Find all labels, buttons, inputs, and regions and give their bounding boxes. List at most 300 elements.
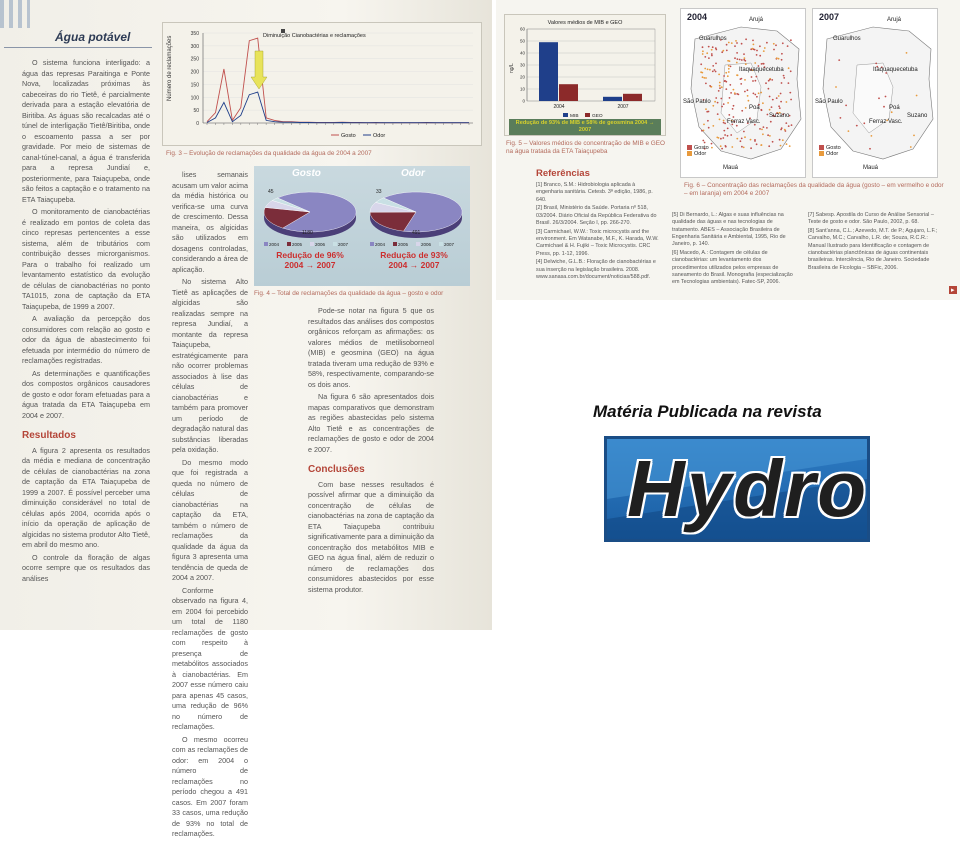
complaint-dot xyxy=(733,116,735,118)
legend-odor: Odor xyxy=(373,133,386,139)
pie-gosto-big-label: 1180 xyxy=(302,230,313,236)
complaint-dot xyxy=(730,66,732,68)
complaint-dot xyxy=(741,78,743,80)
complaint-dot xyxy=(720,145,722,147)
pie-gosto-title: Gosto xyxy=(292,168,321,179)
paragraph: No sistema Alto Tietê as aplicações de algicidas são realizadas sempre na represa Jundiaí, a montante da represa Taiaçupeba, estratégicamente para não ocorrer problemas associados à lise das células de cianobactérias e também para promover um período de degradação natural das substâncias liberadas pela oxidação. xyxy=(172,277,248,454)
legend-gosto: Gosto xyxy=(826,145,841,151)
complaint-dot xyxy=(712,46,714,48)
fig3-chart xyxy=(162,22,482,146)
complaint-dot xyxy=(771,106,773,108)
complaint-dot xyxy=(728,65,730,67)
city-label: Guarulhos xyxy=(833,36,861,42)
complaint-dot xyxy=(769,135,771,137)
legend-swatch xyxy=(819,151,824,156)
reference-item: [3] Carmichael, W.W.: Toxic microcystis and the environment. Em Watanabe, M.F., K. Harada, W.W. Carmichael & H. Fujiki – Toxic Microcystis. CRC Press, pp. 1-12, 1996. xyxy=(536,228,659,257)
complaint-dot xyxy=(848,130,850,132)
complaint-dot xyxy=(703,124,705,126)
complaint-dot xyxy=(743,131,745,133)
complaint-dot xyxy=(736,62,738,64)
complaint-dot xyxy=(753,44,755,46)
complaint-dot xyxy=(705,108,707,110)
complaint-dot xyxy=(783,75,785,77)
complaint-dot xyxy=(782,42,784,44)
complaint-dot xyxy=(720,138,722,140)
fig3-annotation: Diminuição Cianobactérias e reclamações xyxy=(263,33,366,39)
city-label: Ferraz Vasc. xyxy=(869,119,903,125)
y-tick-label: 40 xyxy=(519,50,525,56)
complaint-dot xyxy=(702,76,704,78)
legend-geo-swatch xyxy=(585,113,590,117)
complaint-dot xyxy=(709,69,711,71)
complaint-dot xyxy=(883,106,885,108)
y-tick-label: 250 xyxy=(190,56,199,63)
complaint-dot xyxy=(737,58,739,60)
complaint-dot xyxy=(791,124,793,126)
complaint-dot xyxy=(739,59,741,61)
complaint-dot xyxy=(711,147,713,149)
complaint-dot xyxy=(745,107,747,109)
section-rule xyxy=(4,47,152,48)
complaint-dot xyxy=(727,102,729,104)
complaint-dot xyxy=(869,148,871,150)
complaint-dot xyxy=(723,130,725,132)
complaint-dot xyxy=(707,120,709,122)
complaint-dot xyxy=(723,122,725,124)
fig5-chart xyxy=(504,14,666,136)
city-label: Arujá xyxy=(887,17,902,23)
complaint-dot xyxy=(763,50,765,52)
complaint-dot xyxy=(709,85,711,87)
complaint-dot xyxy=(773,43,775,45)
y-tick-label: 300 xyxy=(190,43,199,50)
complaint-dot xyxy=(712,71,714,73)
complaint-dot xyxy=(721,51,723,53)
complaint-dot xyxy=(863,122,865,124)
reference-item: [8] Sant'anna, C.L.; Azevedo, M.T. de P.; Agujaro, L.F.; Carvalho, M.C.; Carvalho, L.R. de; Souza, R.C.R.: Manual Ilustrado para Identificação e contagem de cianobactérias planctônicas de águas continentais brasileiras. Interciência, Rio de Janeiro. Sociedade Brasileira de Ficologia – SBFic, 2006. xyxy=(808,228,938,271)
complaint-dot xyxy=(730,134,732,136)
complaint-dot xyxy=(745,38,747,40)
complaint-dot xyxy=(741,146,743,148)
complaint-dot xyxy=(712,105,714,107)
complaint-dot xyxy=(722,50,724,52)
complaint-dot xyxy=(706,111,708,113)
complaint-dot xyxy=(734,45,736,47)
complaint-dot xyxy=(724,134,726,136)
complaint-dot xyxy=(741,138,743,140)
y-tick-label: 10 xyxy=(519,86,525,92)
map-year-2007: 2007 xyxy=(819,12,840,22)
complaint-dot xyxy=(704,68,706,70)
complaint-dot xyxy=(780,145,782,147)
complaint-dot xyxy=(835,86,837,88)
complaint-dot xyxy=(716,137,718,139)
city-label: Arujá xyxy=(749,17,764,23)
bar-geo-2004 xyxy=(559,84,578,101)
complaint-dot xyxy=(725,146,727,148)
complaint-dot xyxy=(840,117,842,119)
complaint-dot xyxy=(759,128,761,130)
paragraph: Do mesmo modo que foi registrada a queda no número de células de cianobactérias na captação da ETA, também o número de reclamações da qualidade da água da figura 3 apresenta uma tendência de queda de 2004 a 2007. xyxy=(172,457,248,582)
complaint-dot xyxy=(790,70,792,72)
complaint-dot xyxy=(727,75,729,77)
pie-legend-swatch xyxy=(416,242,420,246)
pie-legend-swatch xyxy=(287,242,291,246)
y-tick-label: 20 xyxy=(519,74,525,80)
complaint-dot xyxy=(708,57,710,59)
complaint-dot xyxy=(762,133,764,135)
complaint-dot xyxy=(752,80,754,82)
legend-mib: MIB xyxy=(570,114,579,119)
complaint-dot xyxy=(754,94,756,96)
pie-odor-title: Odor xyxy=(401,168,425,179)
complaint-dot xyxy=(781,82,783,84)
complaint-dot xyxy=(725,88,727,90)
complaint-dot xyxy=(723,103,725,105)
complaint-dot xyxy=(785,122,787,124)
fig6-caption: Fig. 6 – Concentração das reclamações da qualidade da água (gosto – em vermelho e odor – em laranja) em 2004 e 2007 xyxy=(684,182,944,197)
complaint-dot xyxy=(758,92,760,94)
complaint-dot xyxy=(772,99,774,101)
pie-legend-label: 2005 xyxy=(292,242,303,247)
complaint-dot xyxy=(891,111,893,113)
complaint-dot xyxy=(736,52,738,54)
map-legend xyxy=(819,145,841,157)
x-tick-label: 2004 xyxy=(553,104,565,110)
reference-item: [6] Macedo, A.: Contagem de células de cianobactérias: um levantamento dos procedimentos utilizados pelos empresas de saneamento do Brasil. Monografia (especialização em Tecnologias ambientais). Fatec-SP, 2006. xyxy=(672,249,793,286)
bar-mib-2007 xyxy=(603,97,622,101)
complaint-dot xyxy=(715,49,717,51)
complaint-dot xyxy=(726,50,728,52)
complaint-dot xyxy=(760,92,762,94)
city-label: Itaquaquecetuba xyxy=(739,67,784,73)
page-number-marker: ▸ xyxy=(951,287,955,294)
complaint-dot xyxy=(729,60,731,62)
complaint-dot xyxy=(775,44,777,46)
paragraph: O mesmo ocorreu com as reclamações de odor: em 2004 o número de reclamações no período chegou a 491 casos. Em 2007 foram 33 casos, uma redução de 93% no total de reclamações. xyxy=(172,734,248,838)
complaint-dot xyxy=(711,143,713,145)
complaint-dot xyxy=(733,89,735,91)
complaint-dot xyxy=(761,129,763,131)
complaint-dot xyxy=(702,53,704,55)
complaint-dot xyxy=(790,39,792,41)
complaint-dot xyxy=(736,93,738,95)
complaint-dot xyxy=(732,108,734,110)
results-heading: Resultados xyxy=(22,430,76,441)
complaint-dot xyxy=(788,67,790,69)
y-tick-label: 350 xyxy=(190,31,199,37)
complaint-dot xyxy=(715,63,717,65)
legend-swatch xyxy=(687,145,692,150)
complaint-dot xyxy=(754,139,756,141)
bar-mib-2004 xyxy=(539,42,558,101)
complaint-dot xyxy=(761,63,763,65)
city-label: Mauá xyxy=(723,165,739,171)
complaint-dot xyxy=(916,95,918,97)
complaint-dot xyxy=(741,110,743,112)
complaint-dot xyxy=(783,77,785,79)
legend-gosto: Gosto xyxy=(694,145,709,151)
complaint-dot xyxy=(756,50,758,52)
complaint-dot xyxy=(759,45,761,47)
complaint-dot xyxy=(759,55,761,57)
legend-swatch xyxy=(687,151,692,156)
paragraph: O controle da floração de algas ocorre sempre que os resultados das análises xyxy=(22,552,150,583)
complaint-dot xyxy=(744,57,746,59)
fig5-svg xyxy=(505,15,665,135)
complaint-dot xyxy=(730,92,732,94)
gosto-reduction-label: Redução de 96% 2004 → 2007 xyxy=(276,250,344,270)
complaint-dot xyxy=(715,97,717,99)
paragraph: Pode-se notar na figura 5 que os resultados das análises dos compostos orgânicos reforçam as afirmações: os valores médios de metilisoborneol (MIB) e geosmina (GEO) na água tratada tiveram uma redução de 93% e 58%, respectivamente, comparando-se os dois anos. xyxy=(308,306,434,389)
complaint-dot xyxy=(734,92,736,94)
map-legend xyxy=(687,145,709,157)
paragraph: A avaliação da percepção dos consumidores com relação ao gosto e odor da água de abastecimento foi efetuada por intermédio do número de reclamações registradas. xyxy=(22,314,150,365)
complaint-dot xyxy=(755,80,757,82)
series-line-odor xyxy=(207,92,469,123)
complaint-dot xyxy=(702,140,704,142)
complaint-dot xyxy=(708,46,710,48)
complaint-dot xyxy=(711,53,713,55)
complaint-dot xyxy=(723,75,725,77)
complaint-dot xyxy=(763,126,765,128)
complaint-dot xyxy=(856,125,858,127)
complaint-dot xyxy=(727,135,729,137)
complaint-dot xyxy=(717,113,719,115)
complaint-dot xyxy=(740,140,742,142)
complaint-dot xyxy=(731,146,733,148)
complaint-dot xyxy=(718,74,720,76)
publication-note: Matéria Publicada na revista xyxy=(593,402,822,421)
complaint-dot xyxy=(838,59,840,61)
complaint-dot xyxy=(719,85,721,87)
complaint-dot xyxy=(773,49,775,51)
complaint-dot xyxy=(756,143,758,145)
decorative-stripe xyxy=(0,0,30,28)
complaint-dot xyxy=(704,142,706,144)
complaint-dot xyxy=(745,63,747,65)
fig3-caption: Fig. 3 – Evolução de reclamações da qualidade da água de 2004 a 2007 xyxy=(166,150,372,157)
logo-wordmark: Hydro xyxy=(627,444,869,533)
complaint-dot xyxy=(719,82,721,84)
complaint-dot xyxy=(753,93,755,95)
fig5-ylabel: ng/L xyxy=(509,63,515,73)
complaint-dot xyxy=(723,120,725,122)
complaint-dot xyxy=(790,99,792,101)
complaint-dot xyxy=(871,135,873,137)
complaint-dot xyxy=(789,92,791,94)
pie-legend-swatch xyxy=(393,242,397,246)
pie-gosto-small-label: 45 xyxy=(268,189,274,195)
complaint-dot xyxy=(708,127,710,129)
complaint-dot xyxy=(766,127,768,129)
pie-legend-swatch xyxy=(264,242,268,246)
complaint-dot xyxy=(744,79,746,81)
complaint-dot xyxy=(747,95,749,97)
complaint-dot xyxy=(779,139,781,141)
article-column-1 xyxy=(22,58,150,586)
y-tick-label: 50 xyxy=(193,108,199,115)
complaint-dot xyxy=(729,84,731,86)
complaint-dot xyxy=(760,144,762,146)
complaint-dot xyxy=(712,65,714,67)
complaint-dot xyxy=(727,128,729,130)
complaint-dot xyxy=(722,137,724,139)
legend-geo: GEO xyxy=(592,114,603,119)
complaint-dot xyxy=(721,148,723,150)
complaint-dot xyxy=(788,125,790,127)
complaint-dot xyxy=(756,96,758,98)
complaint-dot xyxy=(703,130,705,132)
pie-legend-label: 2006 xyxy=(315,242,326,247)
complaint-dot xyxy=(721,106,723,108)
complaint-dot xyxy=(743,53,745,55)
legend-swatch xyxy=(819,145,824,150)
fig5-reduction-note: Redução de 93% de MIB e 58% de geosmina 2004 → 2007 xyxy=(509,119,661,135)
reference-item: [7] Sabesp. Apostila do Curso de Análise Sensorial – Teste de gosto e odor. São Paulo, 2002, p. 68. xyxy=(808,212,934,226)
references-column-2 xyxy=(672,212,796,288)
paragraph: Com base nesses resultados é possível afirmar que a diminuição da concentração de células de cianobactérias na zona de captação da ETA Taiaçupeba contribuiu significativamente para a diminuição da concentração dos metabólitos MIB e GEO na água final, além de reduzir o número de reclamações dos consumidores abastecidos por esse sistema produtor. xyxy=(308,479,434,594)
paragraph: Conforme observado na figura 4, em 2004 foi percebido um total de 1180 reclamações de gosto com respeito à presença de metabólitos associados à cianobactérias. Em 2007 esse número caiu para apenas 45 casos, uma redução de 96% no número de reclamações. xyxy=(172,585,248,731)
complaint-dot xyxy=(700,63,702,65)
pie-legend-label: 2004 xyxy=(269,242,280,247)
complaint-dot xyxy=(878,97,880,99)
complaint-dot xyxy=(782,139,784,141)
complaint-dot xyxy=(748,100,750,102)
complaint-dot xyxy=(910,146,912,148)
reference-item: [2] Brasil, Ministério da Saúde. Portaria nº 518, 03/2004. Diário Oficial da República Federativa do Brasil. 26/3/2004. Seção I, pp. 266-270. xyxy=(536,205,657,226)
complaint-dot xyxy=(740,83,742,85)
complaint-dot xyxy=(768,145,770,147)
complaint-dot xyxy=(704,56,706,58)
complaint-dot xyxy=(702,46,704,48)
city-label: Mauá xyxy=(863,165,879,171)
complaint-dot xyxy=(700,71,702,73)
pie-odor-small-label: 33 xyxy=(376,189,382,195)
complaint-dot xyxy=(780,93,782,95)
complaint-dot xyxy=(788,82,790,84)
complaint-dot xyxy=(736,42,738,44)
complaint-dot xyxy=(719,87,721,89)
complaint-dot xyxy=(701,130,703,132)
fig3-svg xyxy=(163,23,481,145)
complaint-dot xyxy=(770,121,772,123)
complaint-dot xyxy=(703,77,705,79)
complaint-dot xyxy=(743,147,745,149)
y-tick-label: 0 xyxy=(196,121,199,127)
complaint-dot xyxy=(712,125,714,127)
paragraph: A figura 2 apresenta os resultados da média e mediana de concentração de células de cianobactérias na zona de captação da ETA Taiaçupeba de 1999 a 2007. É possível perceber uma diminuição considerável no total de células após 2004, ocorrida após o início da operação de aplicação de algicidas no sistema produtor Alto Tietê, em abril do mesmo ano. xyxy=(22,445,150,549)
map-2004 xyxy=(680,8,806,178)
complaint-dot xyxy=(767,134,769,136)
complaint-dot xyxy=(787,45,789,47)
y-tick-label: 0 xyxy=(522,98,525,104)
complaint-dot xyxy=(705,77,707,79)
complaint-dot xyxy=(771,79,773,81)
complaint-dot xyxy=(776,57,778,59)
complaint-dot xyxy=(736,125,738,127)
complaint-dot xyxy=(725,72,727,74)
complaint-dot xyxy=(762,102,764,104)
legend-mib-swatch xyxy=(563,113,568,117)
complaint-dot xyxy=(728,71,730,73)
complaint-dot xyxy=(747,89,749,91)
city-label: São Paulo xyxy=(683,99,711,105)
pie-legend-label: 2006 xyxy=(421,242,432,247)
legend-odor: Odor xyxy=(694,151,707,157)
references-heading: Referências xyxy=(536,168,590,179)
pie-legend-label: 2005 xyxy=(398,242,409,247)
map-year-2004: 2004 xyxy=(687,12,708,22)
complaint-dot xyxy=(724,80,726,82)
complaint-dot xyxy=(756,76,758,78)
decrease-arrow-icon xyxy=(251,51,267,89)
complaint-dot xyxy=(784,129,786,131)
bar-geo-2007 xyxy=(623,94,642,101)
complaint-dot xyxy=(769,79,771,81)
complaint-dot xyxy=(776,97,778,99)
fig3-ylabel: Número de reclamações xyxy=(167,35,173,101)
odor-reduction-label: Redução de 93% 2004 → 2007 xyxy=(380,250,448,270)
complaint-dot xyxy=(768,88,770,90)
complaint-dot xyxy=(705,83,707,85)
complaint-dot xyxy=(741,43,743,45)
complaint-dot xyxy=(786,101,788,103)
reference-item: [5] Di Bernardo, L.: Algas e suas influências na qualidade das águas e nas tecnologias de tratamento. ABES – Associação Brasileira de Engenharia Sanitária e Ambiental, 1995, Rio de Janeiro, p. 140. xyxy=(672,212,786,248)
y-tick-label: 60 xyxy=(519,26,525,32)
complaint-dot xyxy=(913,135,915,137)
complaint-dot xyxy=(752,48,754,50)
pie-legend-label: 2007 xyxy=(338,242,349,247)
complaint-dot xyxy=(718,90,720,92)
complaint-dot xyxy=(736,138,738,140)
complaint-dot xyxy=(752,40,754,42)
complaint-dot xyxy=(735,40,737,42)
city-label: Suzano xyxy=(907,113,928,119)
city-label: Poá xyxy=(749,105,760,111)
complaint-dot xyxy=(780,101,782,103)
pie-legend-swatch xyxy=(370,242,374,246)
paragraph: As determinações e quantificações dos compostos orgânicos causadores de gosto e odor foram efetuadas para a água tratada da ETA Taiaçupeba em 2004 e 2007. xyxy=(22,368,150,420)
complaint-dot xyxy=(781,59,783,61)
complaint-dot xyxy=(734,57,736,59)
complaint-dot xyxy=(779,107,781,109)
legend-gosto: Gosto xyxy=(341,133,356,139)
complaint-dot xyxy=(741,59,743,61)
complaint-dot xyxy=(778,58,780,60)
pie-legend-swatch xyxy=(333,242,337,246)
complaint-dot xyxy=(754,62,756,64)
complaint-dot xyxy=(714,101,716,103)
city-label: Ferraz Vasc. xyxy=(727,119,761,125)
y-tick-label: 100 xyxy=(190,95,199,102)
city-label: Poá xyxy=(889,105,900,111)
pie-legend-swatch xyxy=(310,242,314,246)
complaint-dot xyxy=(744,91,746,93)
complaint-dot xyxy=(778,105,780,107)
complaint-dot xyxy=(721,86,723,88)
complaint-dot xyxy=(702,50,704,52)
complaint-dot xyxy=(728,42,730,44)
complaint-dot xyxy=(711,49,713,51)
city-label: Suzano xyxy=(769,113,790,119)
fig4-pie-panel xyxy=(254,166,470,286)
complaint-dot xyxy=(765,82,767,84)
complaint-dot xyxy=(733,105,735,107)
paragraph: Na figura 6 são apresentados dois mapas comparativos que demonstram as regiões abastecidas pelo sistema Alto Tietê e as concentrações de reclamações de gosto e odor de 2004 e 2007. xyxy=(308,392,434,454)
complaint-dot xyxy=(706,52,708,54)
complaint-dot xyxy=(750,147,752,149)
